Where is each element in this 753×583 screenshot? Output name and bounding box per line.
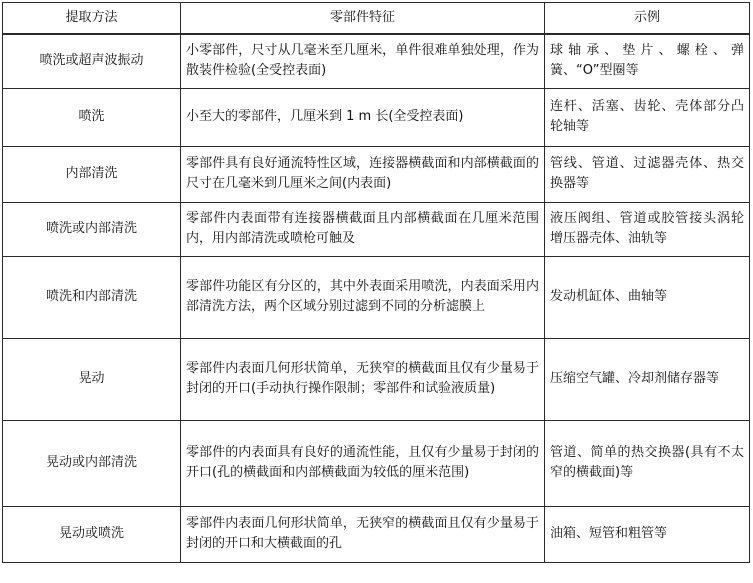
cell-example: 发动机缸体、曲轴等	[545, 256, 750, 338]
cell-method: 内部清洗	[3, 146, 181, 202]
table-row	[3, 34, 750, 88]
cell-feature: 零部件功能区有分区的，其中外表面采用喷洗，内表面采用内部清洗方法，两个区域分别过滤到不同的分析滤膜上	[181, 256, 545, 338]
table-row	[3, 420, 750, 506]
cell-feature: 零部件的内表面具有良好的通流性能，且仅有少量易于封闭的开口(孔的横截面和内部横截面为较低的厘米范围)	[181, 420, 545, 506]
cell-feature: 零部件内表面带有连接器横截面且内部横截面在几厘米范围内，用内部清洗或喷枪可触及	[181, 202, 545, 256]
table-row	[3, 506, 750, 562]
cell-example: 油箱、短管和粗管等	[545, 506, 750, 562]
extraction-method-table	[2, 2, 750, 563]
cell-method: 喷洗或内部清洗	[3, 202, 181, 256]
cell-method: 晃动或喷洗	[3, 506, 181, 562]
cell-example: 压缩空气罐、冷却剂储存器等	[545, 338, 750, 420]
cell-example: 连杆、活塞、齿轮、壳体部分凸轮轴等	[545, 88, 750, 146]
cell-method: 喷洗或超声波振动	[3, 34, 181, 88]
table-row	[3, 256, 750, 338]
cell-method: 晃动	[3, 338, 181, 420]
cell-example: 球轴承、垫片、螺栓、弹簧、“O”型圈等	[545, 34, 750, 88]
cell-method: 晃动或内部清洗	[3, 420, 181, 506]
cell-example: 管道、简单的热交换器(具有不太窄的横截面)等	[545, 420, 750, 506]
cell-feature: 小零部件，尺寸从几毫米至几厘米，单件很难单独处理，作为散装件检验(全受控表面)	[181, 34, 545, 88]
table-row	[3, 146, 750, 202]
cell-example: 管线、管道、过滤器壳体、热交换器等	[545, 146, 750, 202]
cell-method: 喷洗	[3, 88, 181, 146]
header-example: 示例	[545, 3, 750, 35]
table-row	[3, 202, 750, 256]
header-feature: 零部件特征	[181, 3, 545, 35]
cell-feature: 零部件具有良好通流特性区域，连接器横截面和内部横截面的尺寸在几毫米到几厘米之间(内表面)	[181, 146, 545, 202]
cell-example: 液压阀组、管道或胶管接头涡轮增压器壳体、油轨等	[545, 202, 750, 256]
cell-feature: 小至大的零部件，几厘米到 1 m 长(全受控表面)	[181, 88, 545, 146]
cell-method: 喷洗和内部清洗	[3, 256, 181, 338]
cell-feature: 零部件内表面几何形状简单，无狭窄的横截面且仅有少量易于封闭的开口和大横截面的孔	[181, 506, 545, 562]
header-method: 提取方法	[3, 3, 181, 35]
table-row	[3, 88, 750, 146]
cell-feature: 零部件内表面几何形状简单，无狭窄的横截面且仅有少量易于封闭的开口(手动执行操作限制；零部件和试验液质量)	[181, 338, 545, 420]
table-row	[3, 338, 750, 420]
table-header-row	[3, 3, 750, 35]
